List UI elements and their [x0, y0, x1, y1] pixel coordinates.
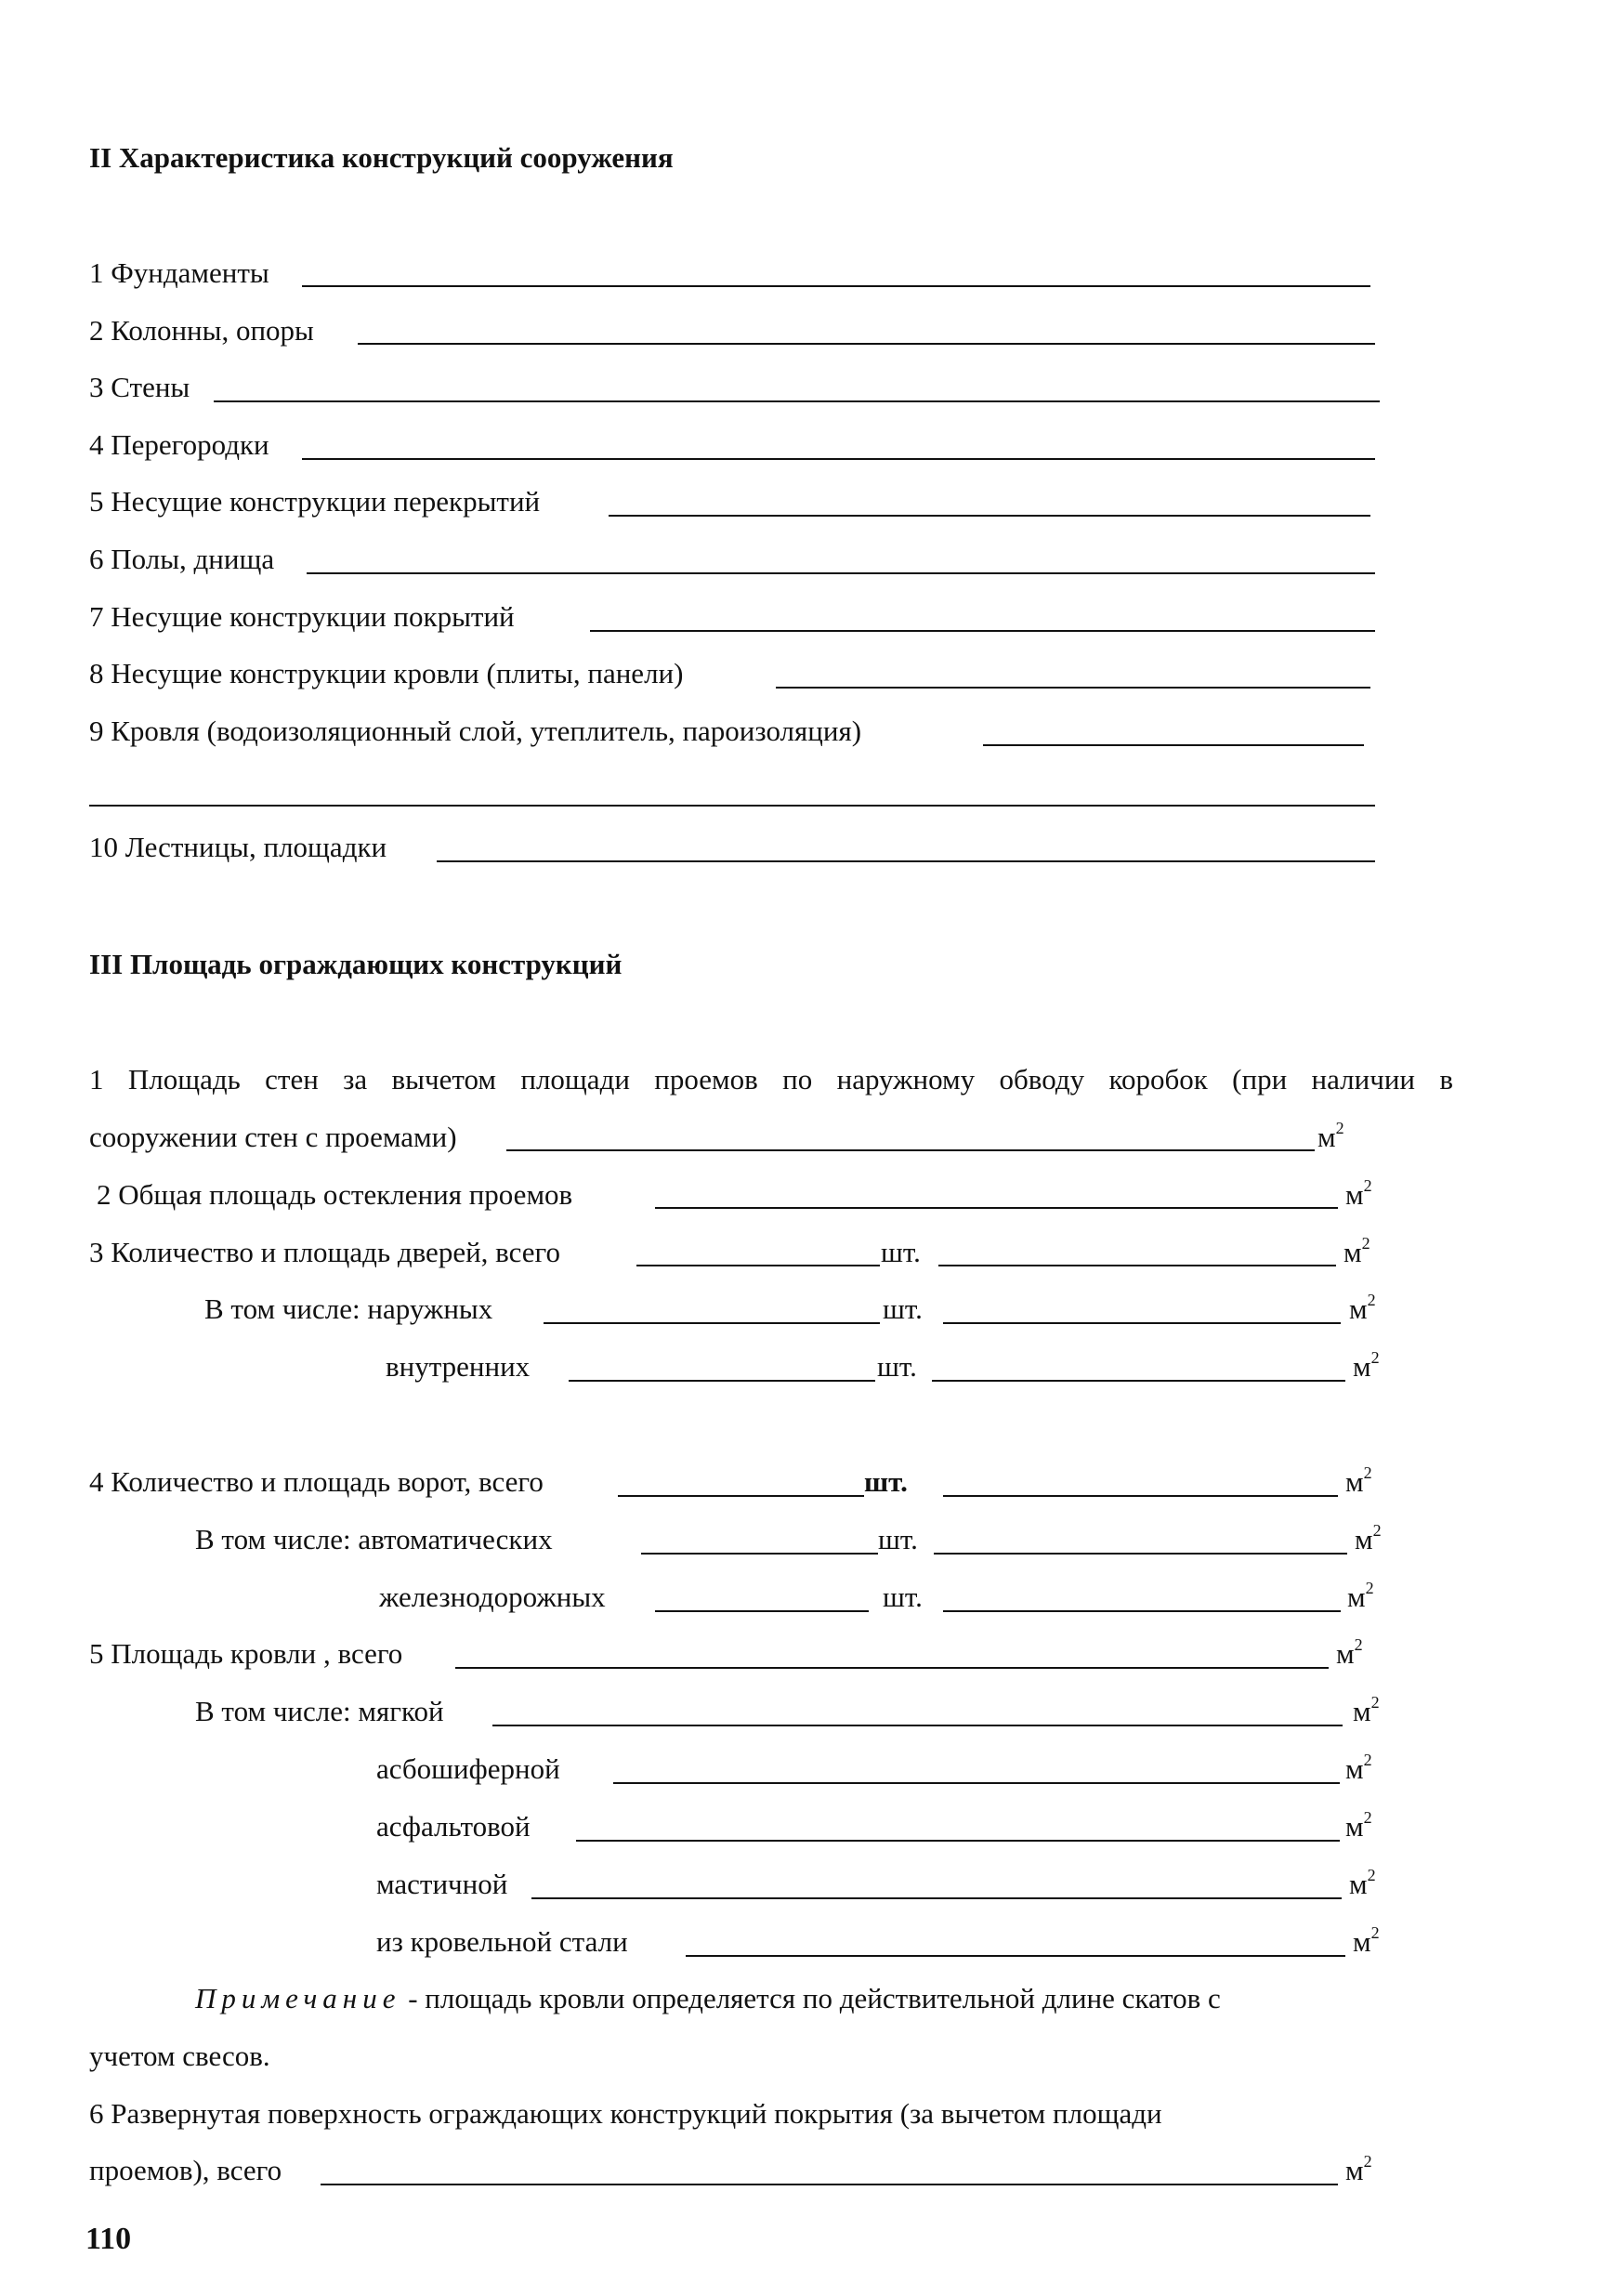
gates-auto-label: В том числе: автоматических: [195, 1523, 553, 1555]
gates-auto-pcs-unit: шт.: [878, 1523, 918, 1555]
doors-inner-count-field[interactable]: [569, 1380, 875, 1382]
item-partitions-field[interactable]: [302, 458, 1375, 460]
roof-steel-field[interactable]: [686, 1955, 1345, 1957]
roof-surface-unit: $м^2$: [1345, 2152, 1372, 2186]
roof-area-total-label: 5 Площадь кровли , всего: [89, 1637, 403, 1670]
item-stairs-label: 10 Лестницы, площадки: [89, 831, 387, 863]
doors-total-pcs-unit: шт.: [881, 1236, 921, 1268]
item-partitions-label: 4 Перегородки: [89, 428, 269, 461]
roof-soft-label: В том числе: мягкой: [195, 1695, 444, 1727]
roof-asphalt-label: асфальтовой: [376, 1810, 531, 1843]
roof-mastic-label: мастичной: [376, 1868, 508, 1900]
roof-mastic-unit: $м^2$: [1349, 1866, 1376, 1900]
roof-surface-text: 6 Развернутая поверхность ограждающих конструкций покрытия (за вычетом площади: [89, 2097, 1162, 2130]
item-walls-field[interactable]: [214, 400, 1380, 402]
item-columns-field[interactable]: [358, 343, 1375, 345]
item-roofing-label: 9 Кровля (водоизоляционный слой, утеплитель, пароизоляция): [89, 715, 862, 747]
gates-total-label: 4 Количество и площадь ворот, всего: [89, 1465, 544, 1498]
doors-total-count-field[interactable]: [636, 1265, 880, 1266]
roof-steel-unit: $м^2$: [1353, 1923, 1380, 1958]
gates-total-count-field[interactable]: [618, 1495, 864, 1497]
item-columns-label: 2 Колонны, опоры: [89, 314, 314, 347]
doors-total-label: 3 Количество и площадь дверей, всего: [89, 1236, 560, 1268]
item-foundations-label: 1 Фундаменты: [89, 256, 269, 289]
glazing-area-label: 2 Общая площадь остекления проемов: [97, 1178, 573, 1211]
item-roof-panels-label: 8 Несущие конструкции кровли (плиты, панели): [89, 657, 684, 689]
doors-outer-area-unit: $м^2$: [1349, 1291, 1376, 1325]
note-line: [195, 1982, 1221, 2015]
item-walls-label: 3 Стены: [89, 371, 190, 403]
item-roof-structures-field[interactable]: [590, 630, 1375, 632]
roof-steel-label: из кровельной стали: [376, 1925, 628, 1958]
gates-total-pcs-unit: шт.: [864, 1465, 908, 1498]
item-stairs-field[interactable]: [437, 860, 1375, 862]
item-floors-label: 6 Полы, днища: [89, 543, 275, 575]
item-floor-structures-label: 5 Несущие конструкции перекрытий: [89, 485, 541, 518]
item-foundations-field[interactable]: [302, 285, 1370, 287]
item-floor-structures-field[interactable]: [609, 515, 1370, 517]
doors-outer-label: В том числе: наружных: [204, 1292, 493, 1325]
note-label: Примечание: [195, 1982, 401, 2014]
doors-inner-area-field[interactable]: [932, 1380, 1345, 1382]
gates-total-area-unit: $м^2$: [1345, 1463, 1372, 1498]
doors-outer-area-field[interactable]: [943, 1322, 1341, 1324]
wall-area-text-2: сооружении стен с проемами): [89, 1121, 457, 1153]
doors-total-area-unit: $м^2$: [1343, 1234, 1370, 1268]
roof-surface-field[interactable]: [321, 2184, 1338, 2185]
section-2-title: II Характеристика конструкций сооружения: [89, 141, 674, 174]
page-number: 110: [85, 2222, 132, 2256]
roof-mastic-field[interactable]: [531, 1897, 1342, 1899]
roof-asbestos-label: асбошиферной: [376, 1752, 560, 1785]
roof-asphalt-field[interactable]: [576, 1840, 1340, 1842]
gates-rail-label: железнодорожных: [379, 1581, 606, 1613]
item-roofing-field-continued[interactable]: [89, 805, 1375, 807]
gates-rail-area-field[interactable]: [943, 1610, 1341, 1612]
doors-inner-pcs-unit: шт.: [877, 1350, 917, 1383]
roof-area-total-unit: $м^2$: [1336, 1635, 1363, 1670]
roof-soft-field[interactable]: [492, 1725, 1343, 1726]
gates-auto-count-field[interactable]: [641, 1553, 878, 1555]
glazing-area-unit: $м^2$: [1345, 1176, 1372, 1211]
wall-area-field[interactable]: [506, 1149, 1315, 1151]
roof-area-total-field[interactable]: [455, 1667, 1329, 1669]
roof-surface-text-2: проемов), всего: [89, 2154, 282, 2186]
wall-area-unit: $м^2$: [1317, 1119, 1344, 1153]
gates-total-area-field[interactable]: [943, 1495, 1338, 1497]
gates-auto-area-unit: $м^2$: [1355, 1521, 1382, 1555]
gates-auto-area-field[interactable]: [934, 1553, 1347, 1555]
gates-rail-count-field[interactable]: [655, 1610, 869, 1612]
glazing-area-field[interactable]: [655, 1207, 1338, 1209]
item-floors-field[interactable]: [307, 572, 1375, 574]
doors-inner-area-unit: $м^2$: [1353, 1348, 1380, 1383]
gates-rail-pcs-unit: шт.: [883, 1581, 923, 1613]
note-text-2: учетом свесов.: [89, 2040, 270, 2072]
doors-total-area-field[interactable]: [938, 1265, 1336, 1266]
gates-rail-area-unit: $м^2$: [1347, 1579, 1374, 1613]
roof-asbestos-unit: $м^2$: [1345, 1751, 1372, 1785]
note-text: - площадь кровли определяется по действительной длине скатов с: [400, 1982, 1221, 2014]
doors-outer-pcs-unit: шт.: [883, 1292, 923, 1325]
item-roof-panels-field[interactable]: [776, 687, 1370, 689]
doors-outer-count-field[interactable]: [544, 1322, 880, 1324]
roof-asbestos-field[interactable]: [613, 1782, 1340, 1784]
wall-area-text: 1 Площадь стен за вычетом площади проемов по наружному обводу коробок (при наличии в: [89, 1063, 1453, 1096]
item-roofing-field[interactable]: [983, 744, 1364, 746]
doors-inner-label: внутренних: [386, 1350, 531, 1383]
section-3-title: III Площадь ограждающих конструкций: [89, 948, 623, 980]
roof-soft-unit: $м^2$: [1353, 1693, 1380, 1727]
roof-asphalt-unit: $м^2$: [1345, 1808, 1372, 1843]
item-roof-structures-label: 7 Несущие конструкции покрытий: [89, 600, 515, 633]
